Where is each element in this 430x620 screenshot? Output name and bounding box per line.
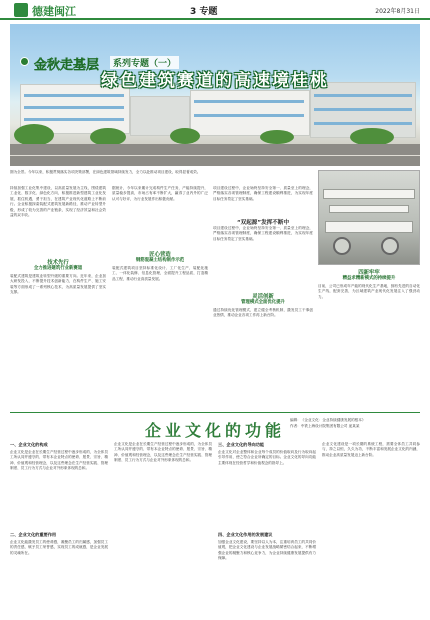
article-col-3: 项目建设过程中，企业始终坚持安全第一、质量至上的理念，严格落实各项管理制度，确保工程建设顺利推进，为实现年度目标任务奠定了坚实基础。 (213, 226, 313, 241)
subhead-2: 匠心营造 (149, 252, 171, 258)
quote-headline: “双起源”发挥不断中 (236, 220, 290, 226)
byline-editor: 编辑：《企业文化：企业持续健康发展的根本》 (290, 418, 366, 422)
building-center (190, 90, 310, 136)
bullet-icon (20, 57, 29, 66)
section2-col-1b: 企业文化能激发员工的使命感，凝聚员工的归属感，加强员工的责任感，赋予员工荣誉感，实现员工的成就感，是企业发展的灵魂所在。 (10, 540, 108, 555)
section-title: 企业文化的功能 (144, 421, 285, 440)
subhead-1: 技术先行 (47, 260, 69, 266)
section2-col-4: 企业文化建设是一项长期的系统工程，需要全体员工共同参与，持之以恒，久久为功，不断丰富和发展企业文化的内涵，推动企业高质量发展迈上新台阶。 (322, 442, 420, 457)
subhead-2-line2: 钢筋混凝土结构制作示范 (135, 258, 185, 263)
article-col-2: 据统计，今年以来累计完成构件生产任务，产能持续提升，质量稳步提高，市场占有率不断扩大，赢得了业内外的广泛认可与好评，为行业发展作出积极贡献。 (112, 186, 208, 201)
feature-headline: 绿色建筑赛道的高速境桂桃 (101, 71, 329, 91)
issue-date: 2022年8月31日 (375, 8, 420, 15)
factory-photo (318, 170, 420, 265)
article-col-4: 目前，公司已形成年产能的现代化生产基地，拥有先进的自动化生产线，配套完善，为区域建筑产业现代化发展注入了强劲动力。 (318, 284, 420, 299)
section2-heading-2: 二、企业文化的重要作用 (10, 532, 57, 537)
masthead-title: 德建闽江 (32, 5, 76, 18)
section2-heading-1: 一、企业文化的构成 (10, 442, 48, 447)
byline-author: 作者：中铁上海设计院集团有限公司 庞某某 (290, 424, 360, 428)
logo-icon (14, 3, 28, 17)
subhead-1-line2: 全力推进建筑行业新赛道 (33, 266, 83, 271)
section2-heading-3: 三、企业文化的导向功能 (218, 442, 265, 447)
article-col-3b: 通过持续优化管理模式，建立健全考核机制，激发员工干事创业热情，推动企业各项工作再上新台阶。 (213, 308, 313, 318)
article-col-3-top: 项目建设过程中，企业始终坚持安全第一、质量至上的理念，严格落实各项管理制度，确保工程建设顺利推进，为实现年度目标任务奠定了坚实基础。 (213, 186, 313, 201)
section2-col-3b: 加强企业文化建设，要坚持以人为本，注重培育员工的共同价值观，把企业文化建设与企业发展战略紧密结合起来，不断增强企业的凝聚力和核心竞争力，为企业持续健康发展提供有力保障。 (218, 540, 316, 561)
section2-col-3: 企业文化对企业整体和企业每个成员的价值取向及行为取向起引导作用，使之符合企业所确定的目标。企业文化的导向功能主要体现在经营哲学和价值观念的指导上。 (218, 450, 316, 465)
subhead-4-line2: 精益求精新模式的持续提升 (342, 276, 396, 281)
section-divider (10, 412, 420, 413)
newspaper-header (0, 0, 430, 20)
section2-col-1: 企业文化是企业在长期生产经营过程中逐步形成的，为全体员工所认同并遵守的、带有本企业特点的使命、愿景、宗旨、精神、价值观和经营理念，以及这些理念在生产经营实践、管理制度、员工行为方式与企业对外形象体现的总和。 (10, 450, 108, 471)
article-col-1: 持续加强工业化集中建设，以高质量发展为主线，围绕建筑工业化、数字化、绿色化方向，积极推进新型建筑工业化发展，抓住机遇，勇于担当，在建筑产业现代化道路上不断前行。企业积极探索装配式建筑发展新路径，推动产业转型升级，形成了较为完善的产业链条，实现了经济效益和社会效益的双丰收。 (10, 186, 106, 218)
subhead-3: 灵活创新 (252, 294, 274, 300)
subhead-4: 四新牢牢 (358, 270, 380, 276)
photo-caption: 图为全景。今年以来，积极贯彻落实各项决策部署，在绿色建筑领域持续发力，全力以赴推动项目建设，取得显著成效。 (10, 170, 201, 174)
series-title: 金秋走基层 (34, 58, 100, 73)
page-edition: 3 专题 (190, 7, 218, 17)
article-col-1b: 装配式建筑是建筑业转型升级的重要方向。近年来，企业加大研发投入，不断提升技术创新能力，在构件生产、施工安装等方面形成了一系列核心技术，为高质量发展提供了坚实支撑。 (10, 274, 106, 295)
series-tag: 系列专题（一） (110, 56, 179, 69)
section2-col-2: 企业文化是企业在长期生产经营过程中逐步形成的，为全体员工所认同并遵守的、带有本企业特点的使命、愿景、宗旨、精神、价值观和经营理念，以及这些理念在生产经营实践、管理制度、员工行为方式与企业对外形象体现的总和。 (114, 442, 212, 463)
section2-heading-4: 四、企业文化作用的发展建议 (218, 532, 273, 537)
feature-photo (10, 24, 420, 166)
article-col-2b: 装配式建筑项目坚持标准化设计、工厂化生产、装配化施工、一体化装修、信息化管理，全面提升工程品质，打造精品工程，推动行业高质量发展。 (112, 266, 208, 281)
subhead-3-line2: 管理模式全面优化提升 (241, 300, 285, 305)
